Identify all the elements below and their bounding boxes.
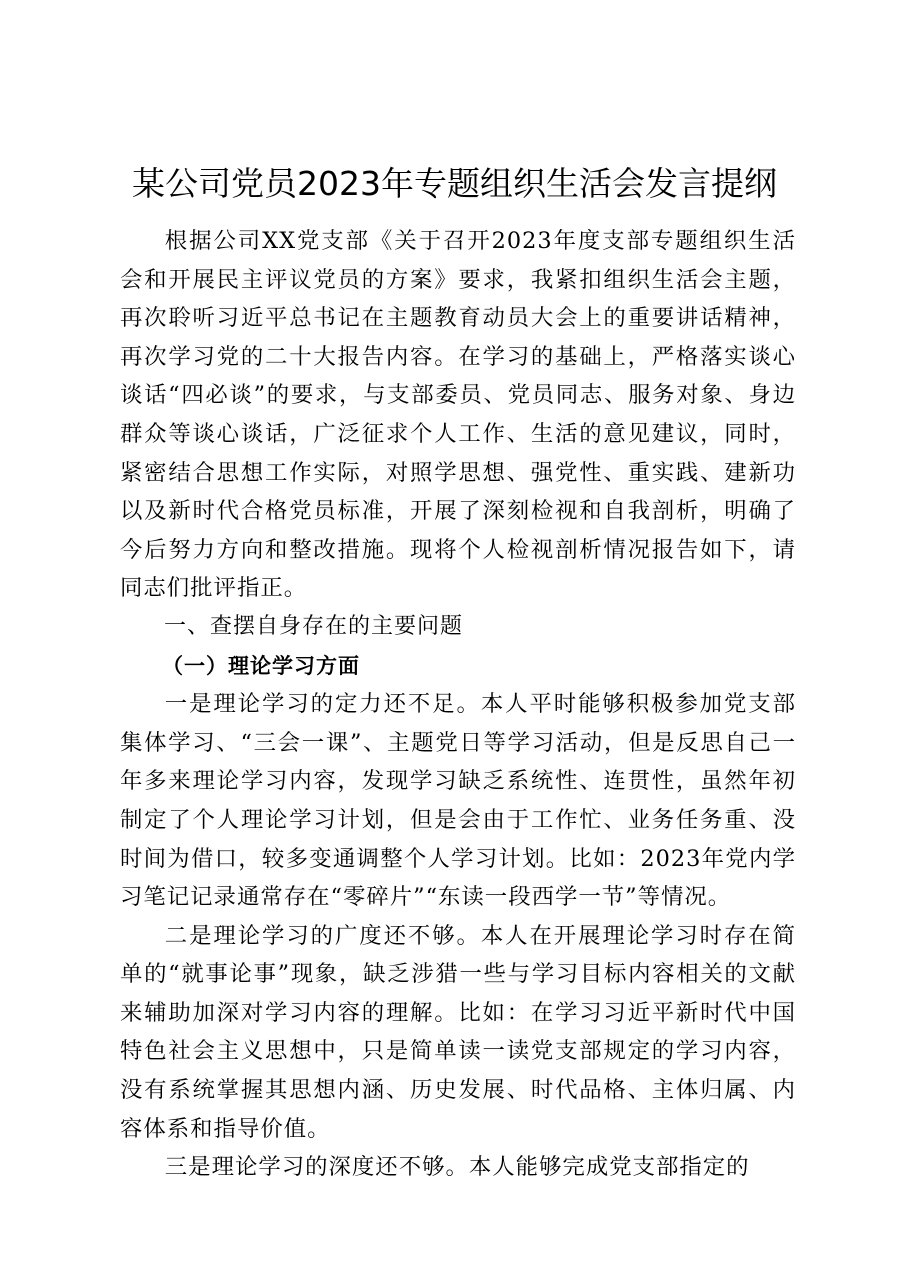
problem-paragraph-1: 一是理论学习的定力还不足。本人平时能够积极参加党支部集体学习、“三会一课”、主题党日等学习活动，但是反思自己一年多来理论学习内容，发现学习缺乏系统性、连贯性，虽然年初制定了个人理论学习计划，但是会由于工作忙、业务任务重、没时间为借口，较多变通调整个人学习计划。比如：2023年党内学习笔记记录通常存在“零碎片”“东读一段西学一节”等情况。 — [120, 691, 796, 911]
problem-paragraph-2: 二是理论学习的广度还不够。本人在开展理论学习时存在简单的“就事论事”现象，缺乏涉猎一些与学习目标内容相关的文献来辅助加深对学习内容的理解。比如：在学习习近平新时代中国特色社会主义思想中，只是简单读一读党支部规定的学习内容，没有系统掌握其思想内涵、历史发展、时代品格、主体归属、内容体系和指导价值。 — [120, 922, 796, 1142]
intro-paragraph: 根据公司XX党支部《关于召开2023年度支部专题组织生活会和开展民主评议党员的方案》要求，我紧扣组织生活会主题，再次聆听习近平总书记在主题教育动员大会上的重要讲话精神，再次学习党的二十大报告内容。在学习的基础上，严格落实谈心谈话“四必谈”的要求，与支部委员、党员同志、服务对象、身边群众等谈心谈话，广泛征求个人工作、生活的意见建议，同时，紧密结合思想工作实际，对照学思想、强党性、重实践、建新功以及新时代合格党员标准，开展了深刻检视和自我剖析，明确了今后努力方向和整改措施。现将个人检视剖析情况报告如下，请同志们批评指正。 — [120, 228, 796, 602]
section-heading-1: 一、查摆自身存在的主要问题 — [164, 613, 464, 639]
document-title: 某公司党员2023年专题组织生活会发言提纲 — [132, 164, 777, 203]
problem-paragraph-3: 三是理论学习的深度还不够。本人能够完成党支部指定的 — [164, 1154, 750, 1181]
document-body — [120, 222, 796, 1187]
subsection-heading-1: （一）理论学习方面 — [162, 652, 360, 678]
